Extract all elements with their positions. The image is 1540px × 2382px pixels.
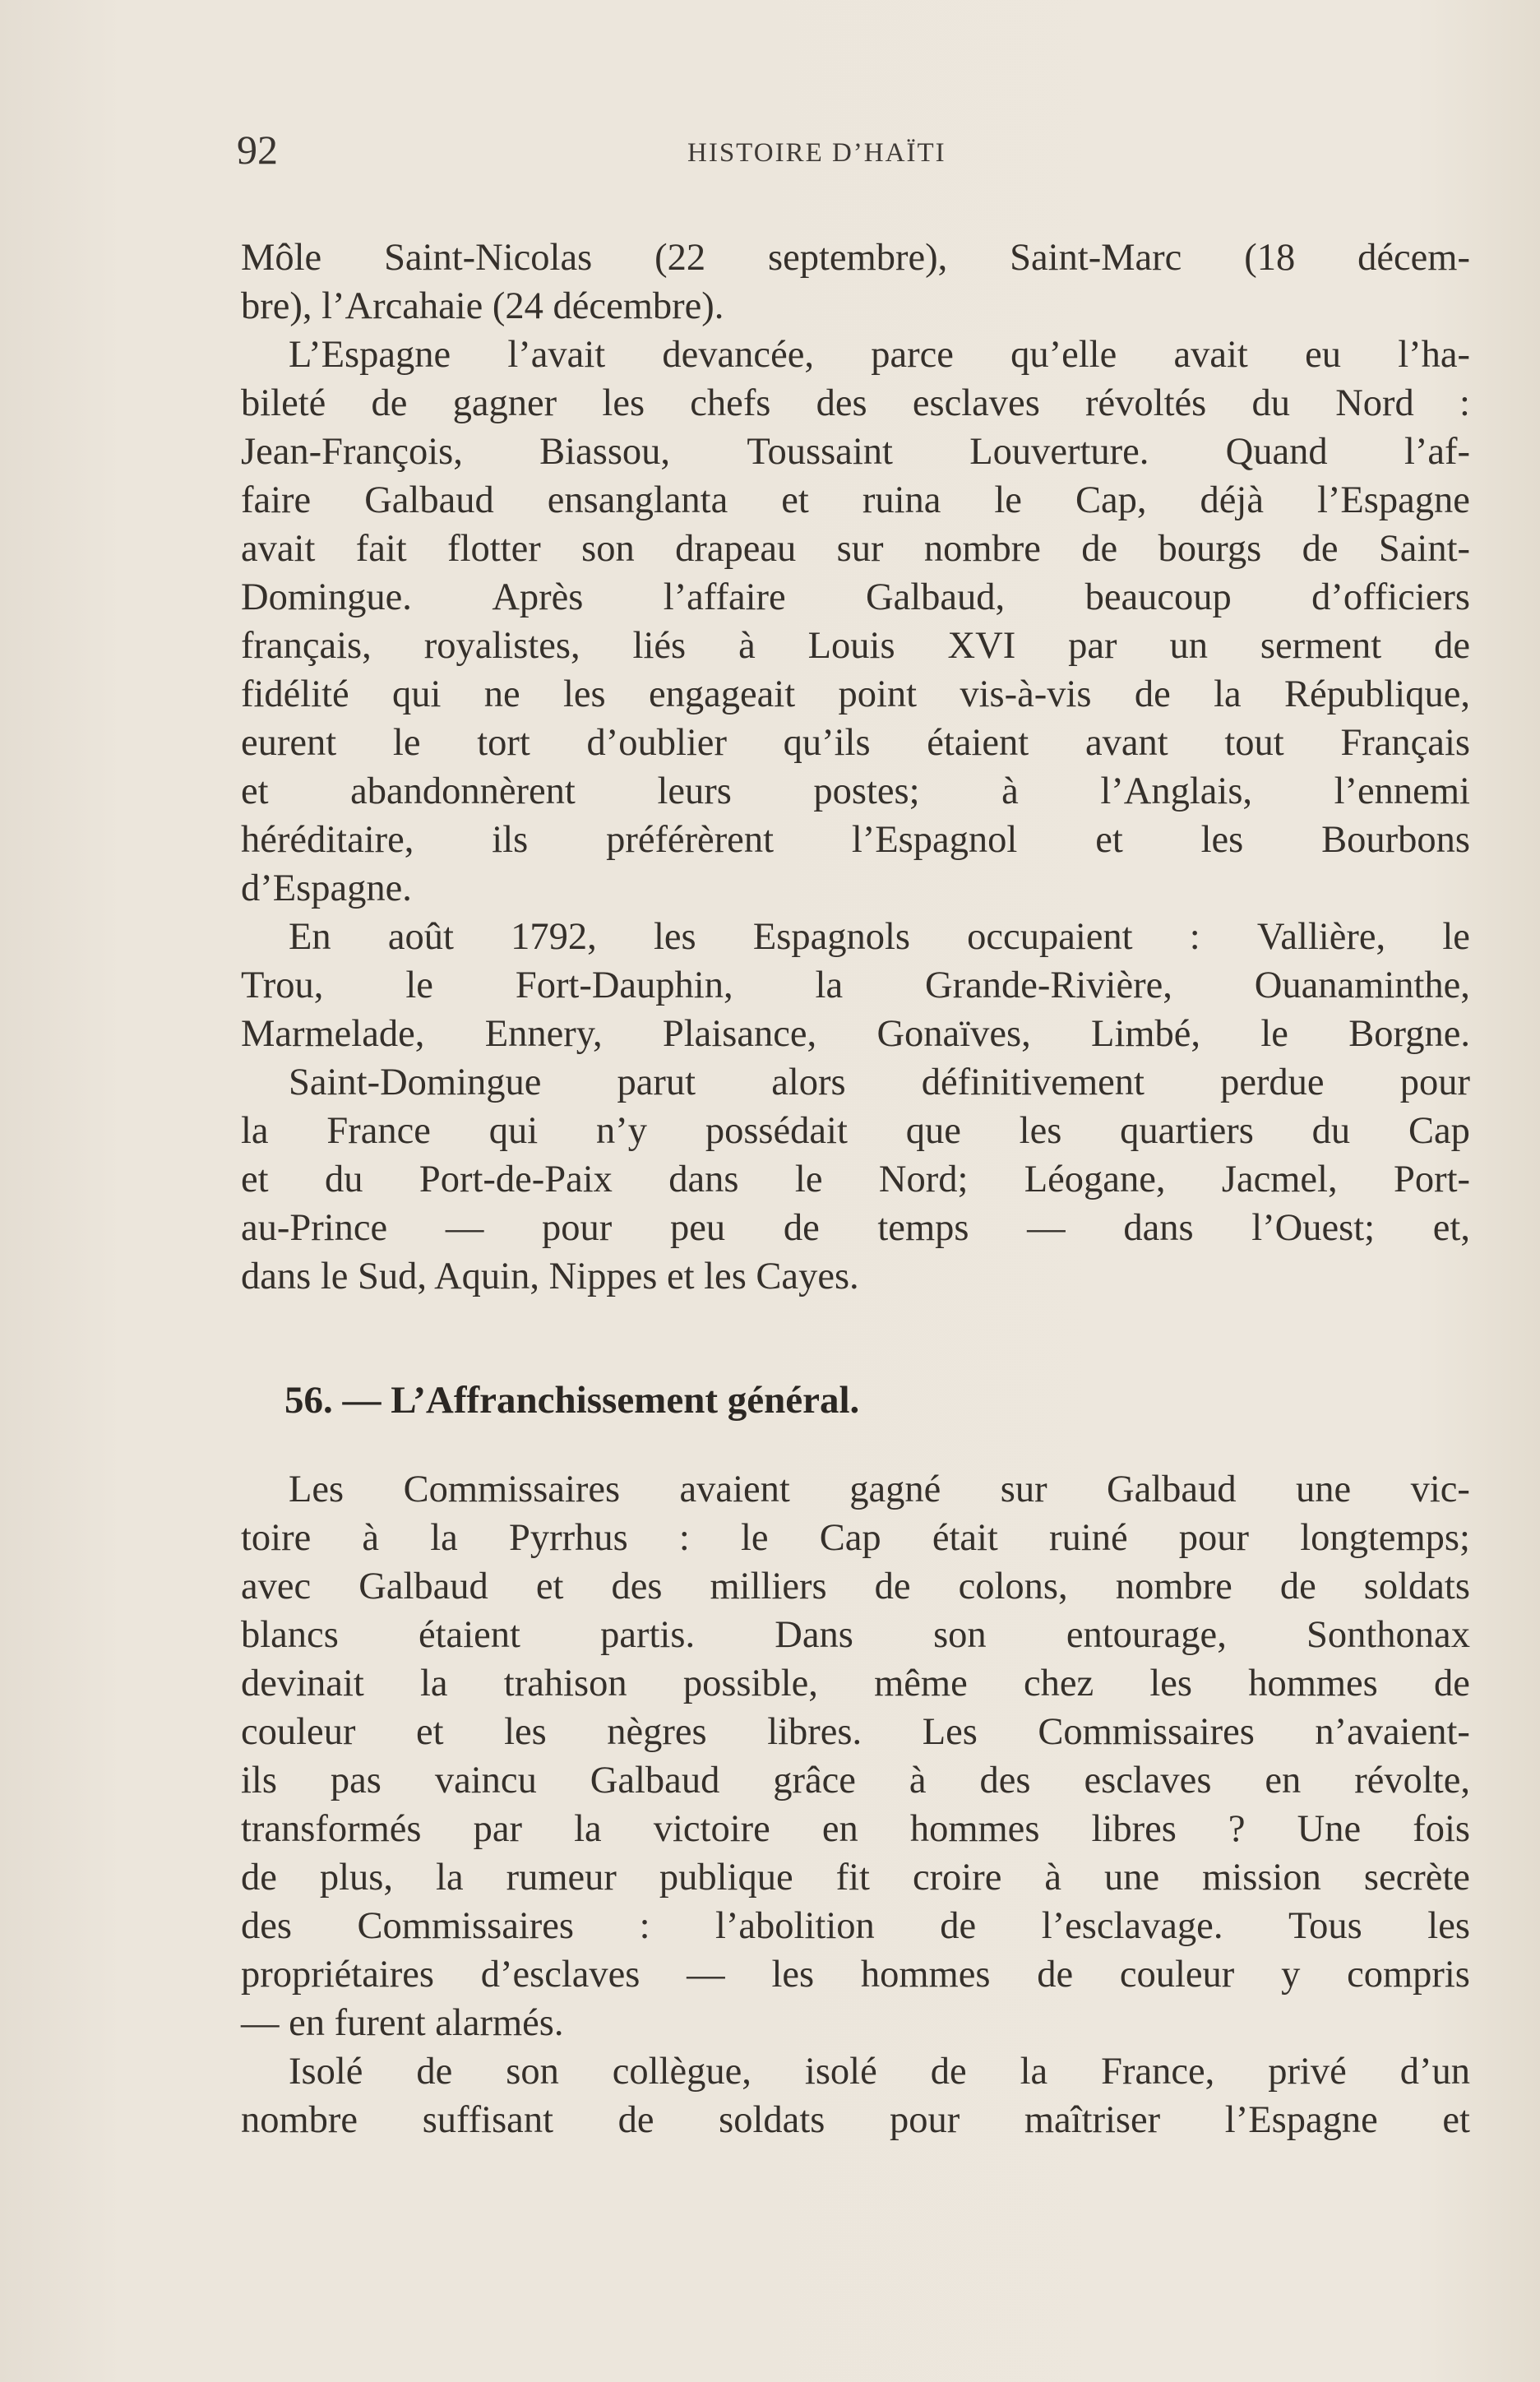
text-line: la France qui n’y possédait que les quartiers du Cap	[241, 1110, 1470, 1152]
text-line: Les Commissaires avaient gagné sur Galbaud une vic-	[289, 1469, 1470, 1510]
text-line: faire Galbaud ensanglanta et ruina le Cap, déjà l’Espagne	[241, 479, 1470, 521]
text-line: et du Port-de-Paix dans le Nord; Léogane, Jacmel, Port-	[241, 1159, 1470, 1200]
text-line: blancs étaient partis. Dans son entourage, Sonthonax	[241, 1614, 1470, 1656]
running-title: HISTOIRE D’HAÏTI	[687, 138, 946, 168]
text-line: héréditaire, ils préférèrent l’Espagnol et les Bourbons	[241, 819, 1470, 861]
text-line: dans le Sud, Aquin, Nippes et les Cayes.	[241, 1256, 859, 1297]
text-line: bre), l’Arcahaie (24 décembre).	[241, 285, 724, 327]
section-heading: 56. — L’Affranchissement général.	[284, 1379, 860, 1422]
text-line: couleur et les nègres libres. Les Commissaires n’avaient-	[241, 1711, 1470, 1753]
text-line: bileté de gagner les chefs des esclaves révoltés du Nord :	[241, 382, 1470, 424]
text-line: des Commissaires : l’abolition de l’esclavage. Tous les	[241, 1905, 1470, 1947]
text-line: En août 1792, les Espagnols occupaient : Vallière, le	[289, 916, 1470, 958]
text-line: L’Espagne l’avait devancée, parce qu’elle avait eu l’ha-	[289, 334, 1470, 376]
text-line: français, royalistes, liés à Louis XVI par un serment de	[241, 625, 1470, 667]
text-line: nombre suffisant de soldats pour maîtriser l’Espagne et	[241, 2099, 1470, 2141]
text-line: Isolé de son collègue, isolé de la France, privé d’un	[289, 2051, 1470, 2093]
text-line: Trou, le Fort-Dauphin, la Grande-Rivière, Ouanaminthe,	[241, 964, 1470, 1006]
page-number: 92	[237, 127, 278, 173]
text-line: devinait la trahison possible, même chez les hommes de	[241, 1663, 1470, 1704]
text-line: ils pas vaincu Galbaud grâce à des esclaves en révolte,	[241, 1760, 1470, 1802]
text-line: Môle Saint-Nicolas (22 septembre), Saint-Marc (18 décem-	[241, 237, 1470, 279]
text-line: Saint-Domingue parut alors définitivement perdue pour	[289, 1061, 1470, 1103]
text-line: Jean-François, Biassou, Toussaint Louverture. Quand l’af-	[241, 431, 1470, 473]
text-line: Domingue. Après l’affaire Galbaud, beaucoup d’officiers	[241, 576, 1470, 618]
text-line: eurent le tort d’oublier qu’ils étaient avant tout Français	[241, 722, 1470, 764]
text-line: toire à la Pyrrhus : le Cap était ruiné pour longtemps;	[241, 1517, 1470, 1559]
text-line: d’Espagne.	[241, 867, 412, 909]
section-text	[241, 1465, 1470, 2144]
text-line: de plus, la rumeur publique fit croire à une mission secrète	[241, 1857, 1470, 1899]
text-line: et abandonnèrent leurs postes; à l’Anglais, l’ennemi	[241, 770, 1470, 812]
text-line: fidélité qui ne les engageait point vis-à-vis de la République,	[241, 673, 1470, 715]
text-line: au-Prince — pour peu de temps — dans l’Ouest; et,	[241, 1207, 1470, 1249]
text-line: — en furent alarmés.	[241, 2002, 564, 2044]
text-line: avait fait flotter son drapeau sur nombre de bourgs de Saint-	[241, 528, 1470, 570]
text-line: avec Galbaud et des milliers de colons, nombre de soldats	[241, 1566, 1470, 1607]
text-line: transformés par la victoire en hommes libres ? Une fois	[241, 1808, 1470, 1850]
text-line: propriétaires d’esclaves — les hommes de couleur y compris	[241, 1954, 1470, 1996]
body-text	[241, 234, 1470, 1301]
running-head	[237, 125, 1470, 174]
text-line: Marmelade, Ennery, Plaisance, Gonaïves, Limbé, le Borgne.	[241, 1013, 1470, 1055]
